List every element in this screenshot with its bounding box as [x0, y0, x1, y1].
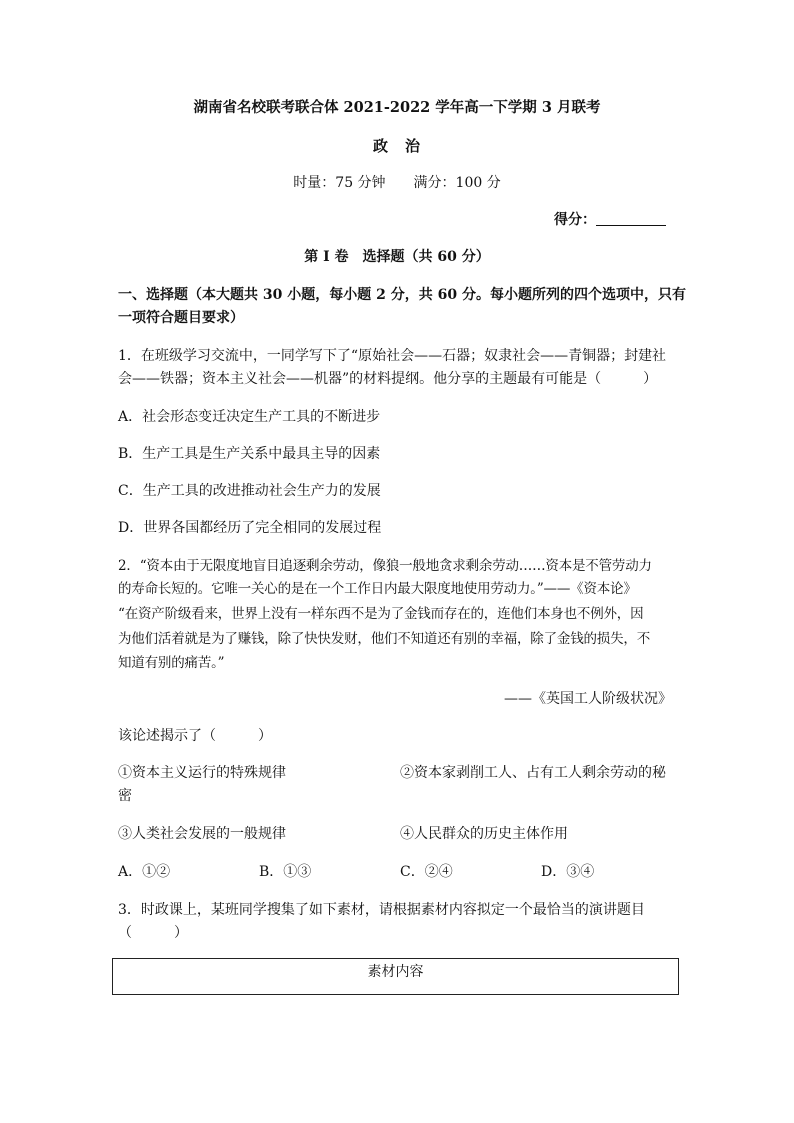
q1-option-d: D．世界各国都经历了完全相同的发展过程 [118, 520, 382, 536]
q2-quote-line5: 知道有别的痛苦。” [118, 655, 225, 671]
q2-choice-c: C．②④ [400, 864, 453, 880]
score-field [554, 209, 666, 231]
q2-quote-line4: 为他们活着就是为了赚钱，除了快快发财，他们不知道还有别的幸福，除了金钱的损失，不 [118, 631, 650, 647]
q2-item3: ③人类社会发展的一般规律 [118, 826, 286, 842]
q2-item1: ①资本主义运行的特殊规律 [118, 765, 286, 781]
q1-option-b: B．生产工具是生产关系中最具主导的因素 [118, 446, 381, 462]
q2-item2-continuation: 密 [118, 788, 132, 804]
volume-title: 第 I 卷 选择题（共 60 分） [304, 249, 490, 265]
q3-stem-line1: 3．时政课上，某班同学搜集了如下素材，请根据素材内容拟定一个最恰当的演讲题目 [118, 902, 645, 918]
q2-quote-line3: “在资产阶级看来，世界上没有一样东西不是为了金钱而存在的，连他们本身也不例外，因 [118, 606, 644, 622]
exam-title: 湖南省名校联考联合体 2021-2022 学年高一下学期 3 月联考 [193, 99, 601, 116]
q1-option-c: C．生产工具的改进推动社会生产力的发展 [118, 483, 381, 499]
q2-items-row1 [118, 762, 680, 784]
q2-choice-b: B．①③ [259, 864, 312, 880]
q2-choice-a: A．①② [118, 864, 171, 880]
q1-stem-line2: 会——铁器；资本主义社会——机器”的材料提纲。他分享的主题最有可能是（ ） [118, 371, 658, 387]
q2-attribution: ——《英国工人阶级状况》 [504, 691, 672, 707]
section-instructions-line1: 一、选择题（本大题共 30 小题，每小题 2 分，共 60 分。每小题所列的四个选项中，只有 [118, 287, 686, 303]
q2-prompt: 该论述揭示了（ ） [118, 728, 272, 744]
time-score-info: 时量：75 分钟 满分：100 分 [293, 175, 501, 191]
q2-item4: ④人民群众的历史主体作用 [400, 826, 568, 842]
q3-stem-line2: （ ） [118, 925, 188, 941]
score-label: 得分： [554, 212, 596, 228]
section-instructions-line2: 一项符合题目要求） [118, 310, 244, 326]
q3-table-header: 素材内容 [367, 964, 424, 980]
q2-item2: ②资本家剥削工人、占有工人剩余劳动的秘 [400, 765, 666, 781]
q2-quote-line1: 2．“资本由于无限度地盲目追逐剩余劳动，像狼一般地贪求剩余劳动……资本是不管劳动力 [118, 558, 652, 574]
score-blank [596, 209, 666, 226]
subject-title: 政 治 [372, 137, 421, 155]
q2-choice-d: D．③④ [541, 864, 595, 880]
q3-material-table [112, 958, 679, 995]
q1-stem-line1: 1．在班级学习交流中，一同学写下了“原始社会——石器；奴隶社会——青铜器；封建社 [118, 348, 667, 364]
q2-items-row2 [118, 823, 680, 845]
q1-option-a: A．社会形态变迁决定生产工具的不断进步 [118, 409, 381, 425]
q2-quote-line2: 的寿命长短的。它唯一关心的是在一个工作日内最大限度地使用劳动力。”——《资本论》 [118, 581, 637, 597]
